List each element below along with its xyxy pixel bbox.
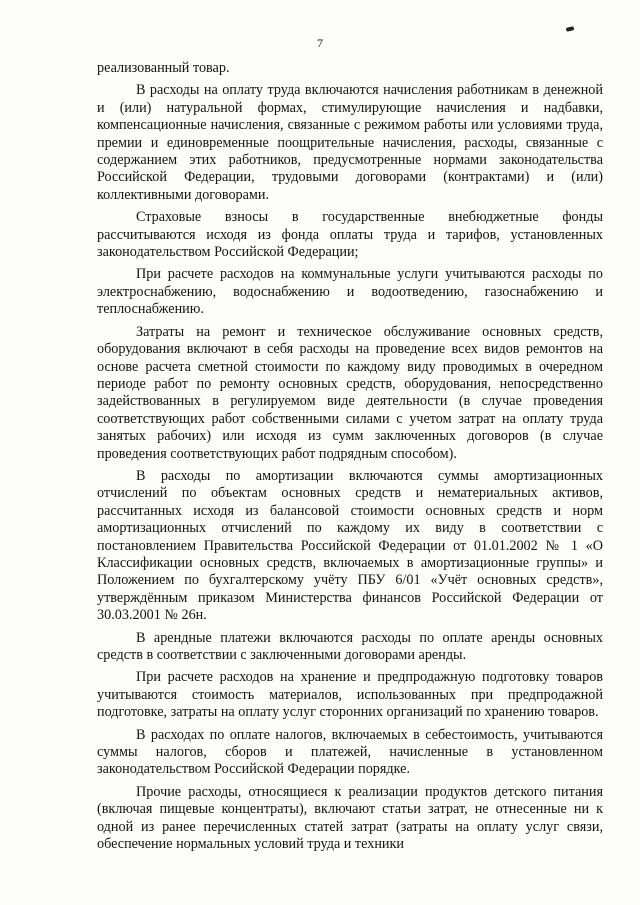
paragraph-depreciation: В расходы по амортизации включаются суммы амортизационных отчислений по объектам основных средств и нематериальных активов, рассчитанных исходя из балансовой стоимости основных средств и норм амортизационных отчислений по каждому их виду в соответствии с постановлением Правительства Российской Федерации от 01.01.2002 № 1 «О Классификации основных средств, включаемых в амортизационные группы» и Положением по бухгалтерскому учёту ПБУ 6/01 «Учёт основных средств», утверждённым приказом Министерства финансов Российской Федерации от 30.03.2001 № 26н. — [97, 467, 603, 624]
paragraph-storage: При расчете расходов на хранение и предпродажную подготовку товаров учитываются стоимость материалов, использованных при предпродажной подготовке, затраты на оплату услуг сторонних организаций по хранению товаров. — [97, 669, 603, 721]
paragraph-taxes: В расходах по оплате налогов, включаемых в себестоимость, учитываются суммы налогов, сборов и платежей, начисленные в установленном законодательством Российской Федерации порядке. — [97, 726, 603, 778]
paragraph-continued: реализованный товар. — [97, 60, 230, 76]
document-body — [97, 60, 603, 858]
paragraph-repairs: Затраты на ремонт и техническое обслуживание основных средств, оборудования включают в себя расходы на проведение всех видов ремонтов на основе расчета сметной стоимости по каждому виду проводимых в очередном периоде работ по ремонту основных средств, оборудования, непосредственно задействованных в регулируемом виде деятельности (в случае проведения соответствующих работ собственными силами с учетом затрат на оплату труда занятых рабочих) или исходя из сумм заключенных договоров (в случае проведения соответствующих работ подрядным способом). — [97, 323, 603, 462]
scan-mark — [566, 26, 575, 32]
paragraph-utilities: При расчете расходов на коммунальные услуги учитываются расходы по электроснабжению, водоснабжению и водоотведению, газоснабжению и теплоснабжению. — [97, 266, 603, 318]
paragraph-insurance-contributions: Страховые взносы в государственные внебюджетные фонды рассчитываются исходя из фонда оплаты труда и тарифов, установленных законодательством Российской Федерации; — [97, 209, 603, 261]
paragraph-labor-costs: В расходы на оплату труда включаются начисления работникам в денежной и (или) натуральной формах, стимулирующие начисления и надбавки, компенсационные начисления, связанные с режимом работы или условиями труда, премии и единовременные поощрительные начисления, расходы, связанные с содержанием этих работников, предусмотренные нормами законодательства Российской Федерации, трудовыми договорами (контрактами) и (или) коллективными договорами. — [97, 82, 603, 203]
page-number: 7 — [317, 36, 323, 50]
paragraph-other-expenses: Прочие расходы, относящиеся к реализации продуктов детского питания (включая пищевые концентраты), включают статьи затрат, не отнесенные ни к одной из ранее перечисленных статей затрат (затраты на оплату услуг связи, обеспечение нормальных условий труда и техники — [97, 783, 603, 853]
paragraph-rent: В арендные платежи включаются расходы по оплате аренды основных средств в соответствии с заключенными договорами аренды. — [97, 629, 603, 663]
